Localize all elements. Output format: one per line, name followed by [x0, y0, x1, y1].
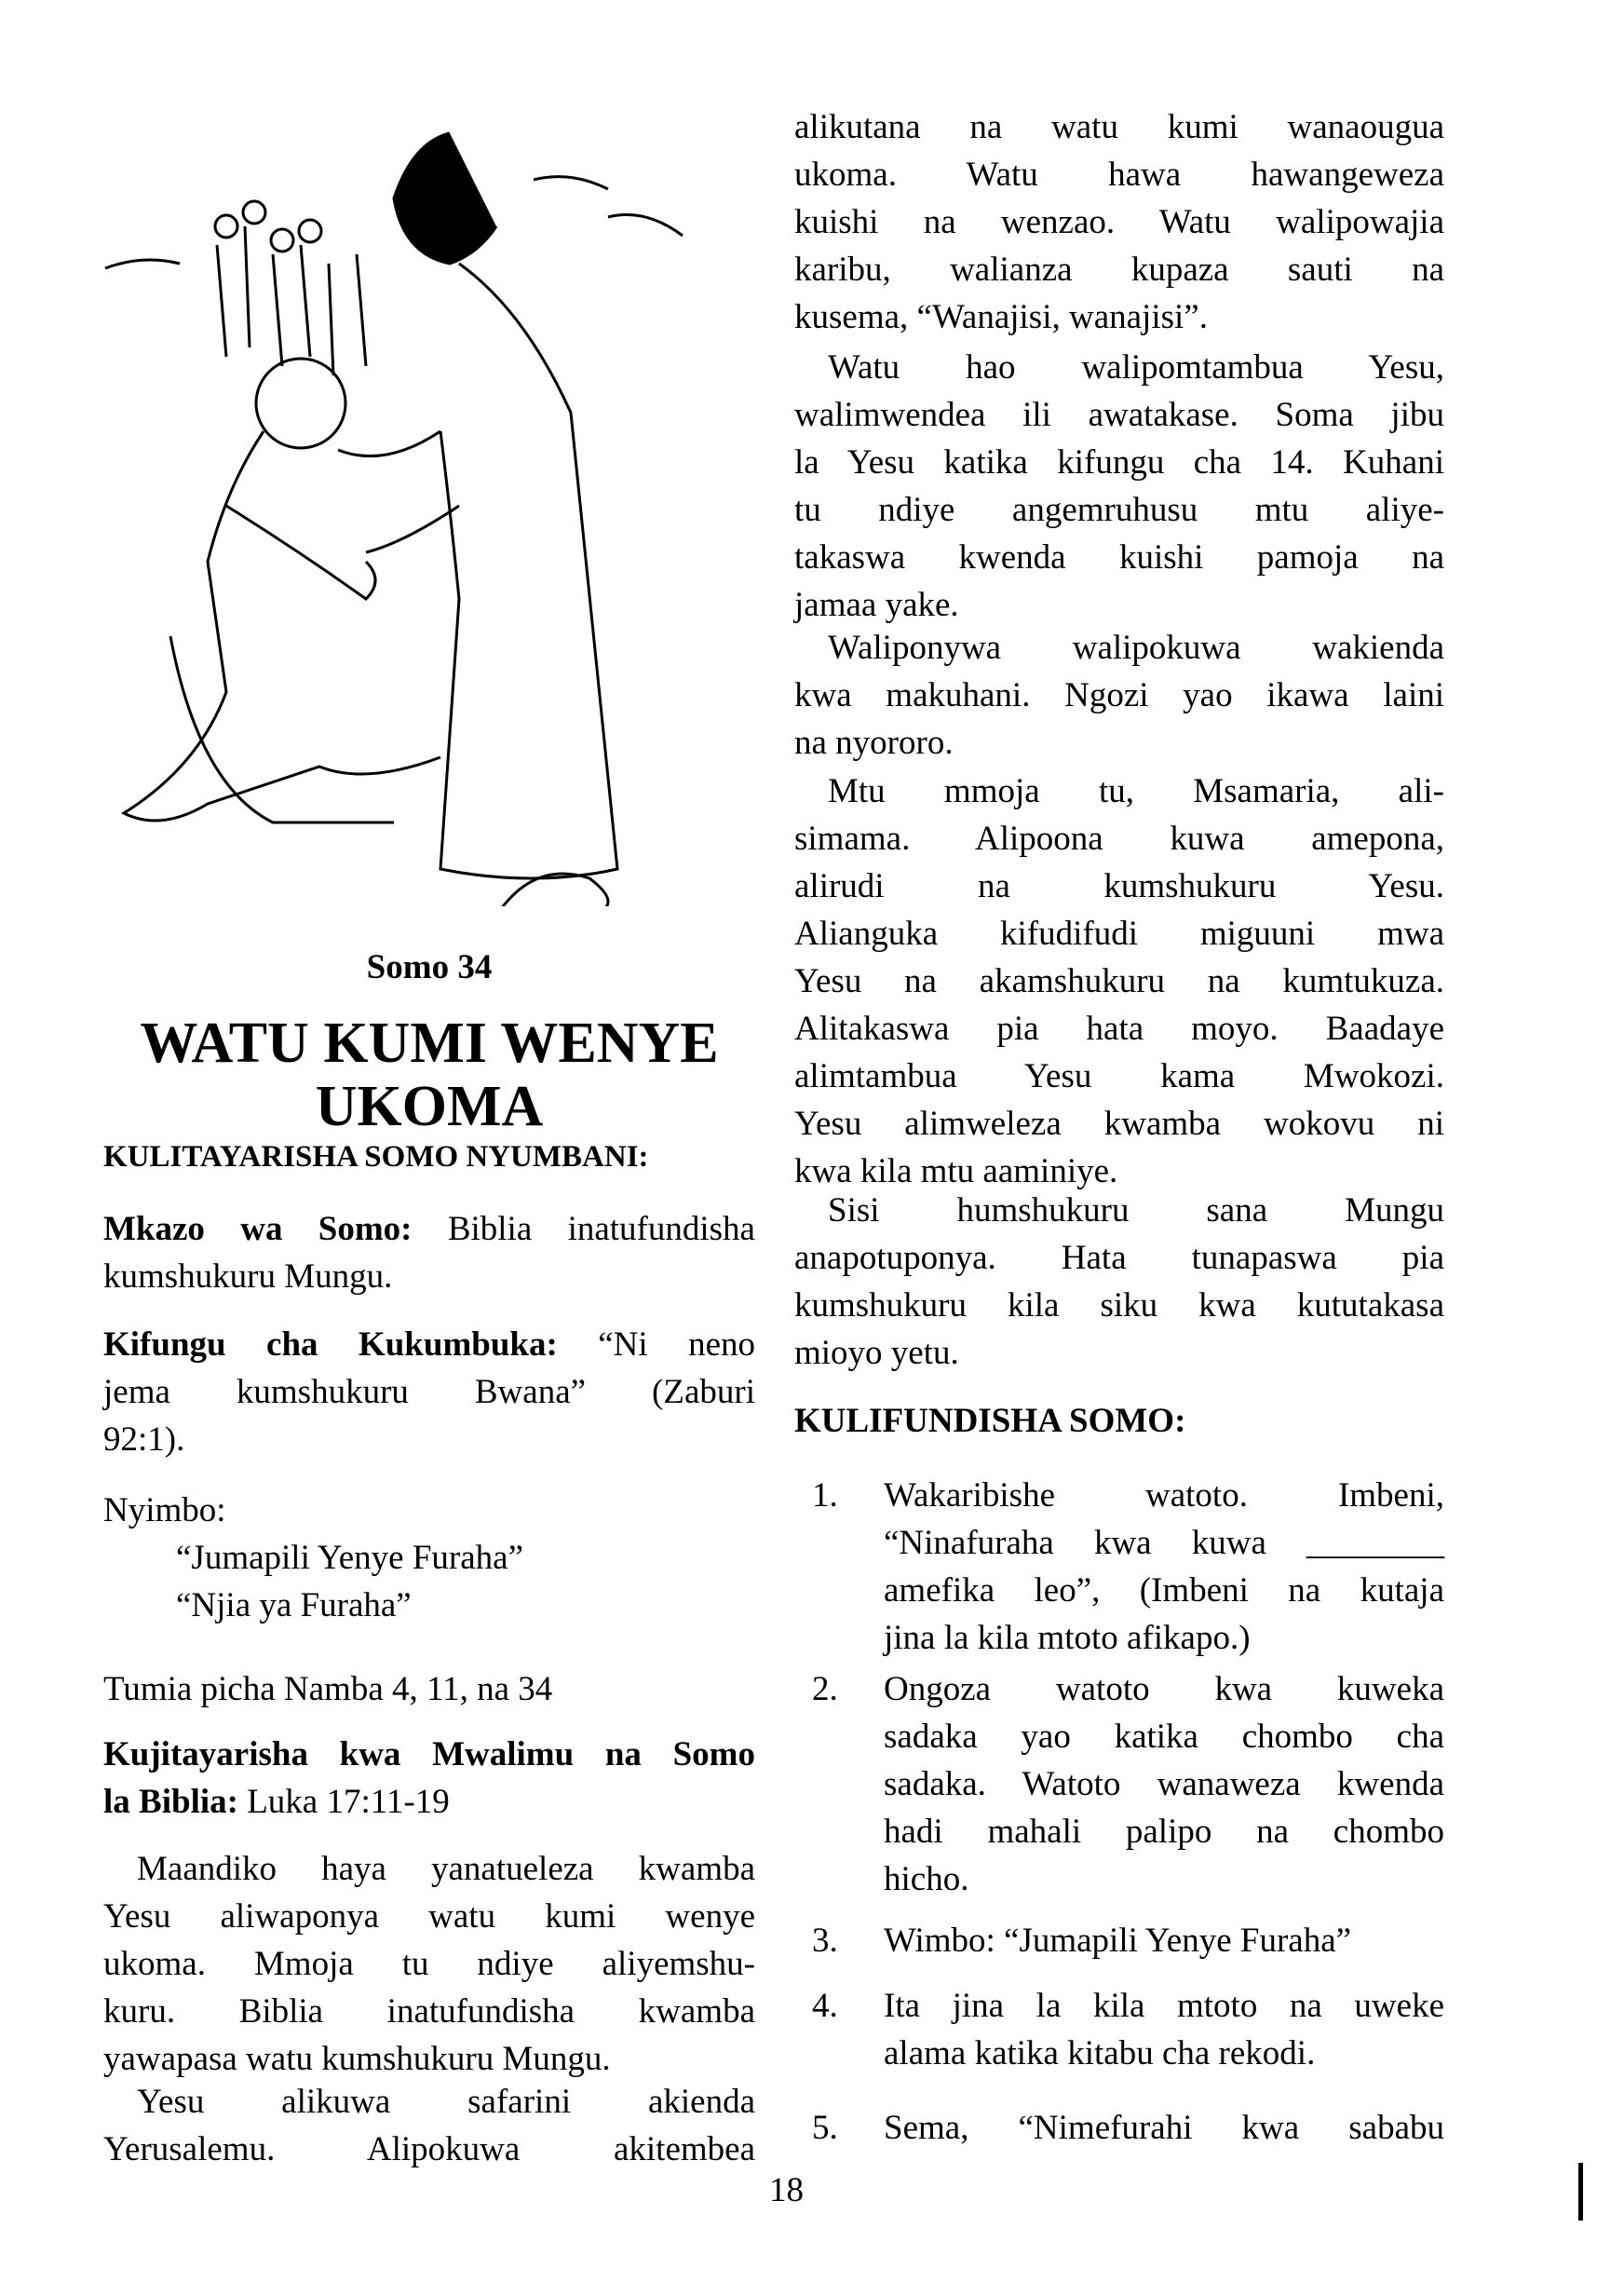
- text-line: [103, 2078, 755, 2126]
- text-line: [794, 1329, 1444, 1377]
- line-text: jamaa yake.: [794, 586, 959, 624]
- text-line: [794, 1053, 1444, 1100]
- line-text: kuishi na wenzao. Watu walipowajia: [794, 203, 1444, 241]
- text-line: [103, 1534, 755, 1582]
- line-text: Alitakaswa pia hata moyo. Baadaye: [794, 1010, 1444, 1048]
- text-line: [794, 910, 1444, 958]
- text-line: [103, 1940, 755, 1988]
- line-text: 92:1).: [103, 1420, 185, 1459]
- line-text: kumshukuru Mungu.: [103, 1257, 393, 1296]
- text-line: Ita jina la kila mtoto na uweke: [884, 1987, 1444, 2025]
- text-line: [794, 103, 1444, 151]
- text-line: [794, 768, 1444, 815]
- line-text: Alianguka kifudifudi miguuni mwa: [794, 915, 1444, 953]
- step-number: 1.: [812, 1476, 838, 1515]
- text-line: [794, 815, 1444, 863]
- step-number: 2.: [812, 1670, 838, 1708]
- line-text: Yesu aliwaponya watu kumi wenye: [103, 1897, 755, 1936]
- line-text: na nyororo.: [794, 724, 954, 762]
- lesson-title-line: WATU KUMI WENYE: [140, 1012, 719, 1075]
- paragraph-kifungu: [103, 1321, 755, 1463]
- step-number: 3.: [812, 1922, 838, 1960]
- page-number: 18: [769, 2171, 804, 2209]
- text-line: [794, 1282, 1444, 1329]
- line-text: Biblia inatufundisha: [412, 1210, 755, 1248]
- text-line: [794, 958, 1444, 1005]
- text-line: Wimbo: “Jumapili Yenye Furaha”: [884, 1922, 1352, 1960]
- text-line: [103, 1487, 755, 1534]
- text-line: sadaka. Watoto wanaweza kwenda: [884, 1765, 1444, 1803]
- line-text: Luka 17:11-19: [237, 1783, 450, 1821]
- text-line: [794, 672, 1444, 719]
- paragraph-p4: [794, 768, 1444, 1195]
- line-text: Yerusalemu. Alipokuwa akitembea: [103, 2130, 755, 2168]
- text-line: [103, 1893, 755, 1940]
- bold-label: Mkazo wa Somo:: [103, 1210, 413, 1248]
- step-text: [884, 1472, 1444, 1662]
- step-text: [884, 2104, 1444, 2152]
- text-line: jina la kila mtoto afikapo.): [884, 1619, 1251, 1657]
- bold-label: Kujitayarisha kwa Mwalimu na Somo: [103, 1735, 755, 1773]
- text-line: [794, 1100, 1444, 1148]
- line-text: yawapasa watu kumshukuru Mungu.: [103, 2040, 611, 2078]
- text-line: [794, 1187, 1444, 1234]
- lesson-title-line: UKOMA: [315, 1075, 544, 1138]
- paragraph-p1: [794, 103, 1444, 341]
- line-text: “Ni neno: [557, 1325, 755, 1364]
- text-line: [103, 1731, 755, 1778]
- paragraph-p3: [794, 624, 1444, 767]
- crowd-figures: [215, 201, 366, 375]
- lesson-number: Somo 34: [366, 948, 493, 986]
- text-line: Wakaribishe watoto. Imbeni,: [884, 1476, 1444, 1515]
- line-text: Mtu mmoja tu, Msamaria, ali-: [828, 772, 1444, 810]
- line-text: karibu, walianza kupaza sauti na: [794, 251, 1444, 289]
- line-text: walimwendea ili awatakase. Soma jibu: [794, 396, 1444, 434]
- line-text: ukoma. Mmoja tu ndiye aliyemshu-: [103, 1945, 755, 1983]
- text-line: [794, 486, 1444, 534]
- text-line: hicho.: [884, 1860, 969, 1898]
- line-text: simama. Alipoona kuwa amepona,: [794, 820, 1444, 858]
- text-line: [103, 1582, 755, 1629]
- line-text: kwa kila mtu aaminiye.: [794, 1152, 1118, 1190]
- step-text: [884, 1917, 1444, 1964]
- bold-label: Kifungu cha Kukumbuka:: [103, 1325, 558, 1364]
- text-line: [794, 151, 1444, 198]
- text-line: [794, 439, 1444, 486]
- text-line: [794, 293, 1444, 341]
- text-line: [794, 391, 1444, 439]
- line-text: Maandiko haya yanatueleza kwamba: [137, 1850, 755, 1888]
- paragraph-mkazo: [103, 1205, 755, 1300]
- lesson-title: [103, 1012, 755, 1138]
- text-line: [103, 1205, 755, 1253]
- line-text: Yesu alimweleza kwamba wokovu ni: [794, 1105, 1444, 1143]
- text-line: [794, 246, 1444, 293]
- text-line: Ongoza watoto kwa kuweka: [884, 1670, 1444, 1708]
- prep-heading: KULITAYARISHA SOMO NYUMBANI:: [103, 1140, 649, 1174]
- line-text: ukoma. Watu hawa hawangeweza: [794, 156, 1444, 194]
- text-line: [103, 1253, 755, 1300]
- paragraph-nyimbo: [103, 1487, 755, 1629]
- text-line: Sema, “Nimefurahi kwa sababu: [884, 2109, 1444, 2147]
- step-text: [884, 1665, 1444, 1903]
- line-text: alikutana na watu kumi wanaougua: [794, 108, 1444, 146]
- line-text: alimtambua Yesu kama Mwokozi.: [794, 1057, 1444, 1095]
- text-line: [794, 198, 1444, 246]
- step-number: 4.: [812, 1987, 838, 2025]
- paragraph-p5: [794, 1187, 1444, 1377]
- teach-heading: KULIFUNDISHA SOMO:: [794, 1402, 1186, 1440]
- text-line: [794, 1005, 1444, 1053]
- line-text: “Njia ya Furaha”: [176, 1586, 412, 1624]
- text-line: “Ninafuraha kwa kuwa ________: [884, 1524, 1444, 1562]
- bold-label: la Biblia:: [103, 1783, 238, 1821]
- line-text: Yesu alikuwa safarini akienda: [137, 2083, 755, 2121]
- text-line: [103, 1321, 755, 1368]
- text-line: [103, 1368, 755, 1416]
- paragraph-p2: [794, 344, 1444, 629]
- paragraph-yesu: [103, 2078, 755, 2173]
- line-text: jema kumshukuru Bwana” (Zaburi: [103, 1373, 755, 1411]
- text-line: [794, 344, 1444, 391]
- line-text: Sisi humshukuru sana Mungu: [828, 1191, 1444, 1230]
- text-line: [794, 534, 1444, 581]
- paragraph-tumia: [103, 1665, 755, 1713]
- text-line: amefika leo”, (Imbeni na kutaja: [884, 1571, 1444, 1610]
- text-line: sadaka yao katika chombo cha: [884, 1718, 1444, 1756]
- line-text: mioyo yetu.: [794, 1334, 959, 1372]
- step-number: 5.: [812, 2109, 838, 2147]
- jesus-healing-leper-illustration: [87, 115, 705, 906]
- line-text: Nyimbo:: [103, 1491, 226, 1529]
- line-text: Watu hao walipomtambua Yesu,: [828, 348, 1444, 387]
- text-line: [103, 1845, 755, 1893]
- line-text: la Yesu katika kifungu cha 14. Kuhani: [794, 443, 1444, 482]
- kneeling-leper-figure: [124, 359, 440, 822]
- text-line: alama katika kitabu cha rekodi.: [884, 2034, 1316, 2072]
- text-line: [103, 2035, 755, 2083]
- line-text: kumshukuru kila siku kwa kututakasa: [794, 1286, 1444, 1325]
- paragraph-maandiko: [103, 1845, 755, 2083]
- line-text: Waliponywa walipokuwa wakienda: [828, 629, 1444, 667]
- line-text: alirudi na kumshukuru Yesu.: [794, 867, 1444, 905]
- line-text: kuru. Biblia inatufundisha kwamba: [103, 1992, 755, 2031]
- line-text: kwa makuhani. Ngozi yao ikawa laini: [794, 676, 1444, 714]
- line-text: takaswa kwenda kuishi pamoja na: [794, 538, 1444, 577]
- paragraph-kujitayarisha: [103, 1731, 755, 1826]
- line-text: “Jumapili Yenye Furaha”: [176, 1539, 524, 1577]
- text-line: [794, 1234, 1444, 1282]
- jesus-figure: [338, 133, 617, 906]
- text-line: [794, 624, 1444, 672]
- text-line: [794, 863, 1444, 910]
- line-text: tu ndiye angemruhusu mtu aliye-: [794, 491, 1444, 529]
- line-text: anapotuponya. Hata tunapaswa pia: [794, 1239, 1444, 1277]
- text-line: [103, 1778, 755, 1826]
- text-line: [794, 581, 1444, 629]
- text-line: [794, 719, 1444, 767]
- text-line: [103, 1988, 755, 2035]
- text-line: [103, 2126, 755, 2173]
- text-line: [103, 1665, 755, 1713]
- step-text: [884, 1982, 1444, 2077]
- line-text: Tumia picha Namba 4, 11, na 34: [103, 1670, 553, 1708]
- line-text: kusema, “Wanajisi, wanajisi”.: [794, 298, 1208, 336]
- scan-edge-mark: [1578, 2163, 1583, 2221]
- text-line: hadi mahali palipo na chombo: [884, 1813, 1444, 1851]
- line-text: Yesu na akamshukuru na kumtukuza.: [794, 962, 1444, 1000]
- text-line: [103, 1416, 755, 1463]
